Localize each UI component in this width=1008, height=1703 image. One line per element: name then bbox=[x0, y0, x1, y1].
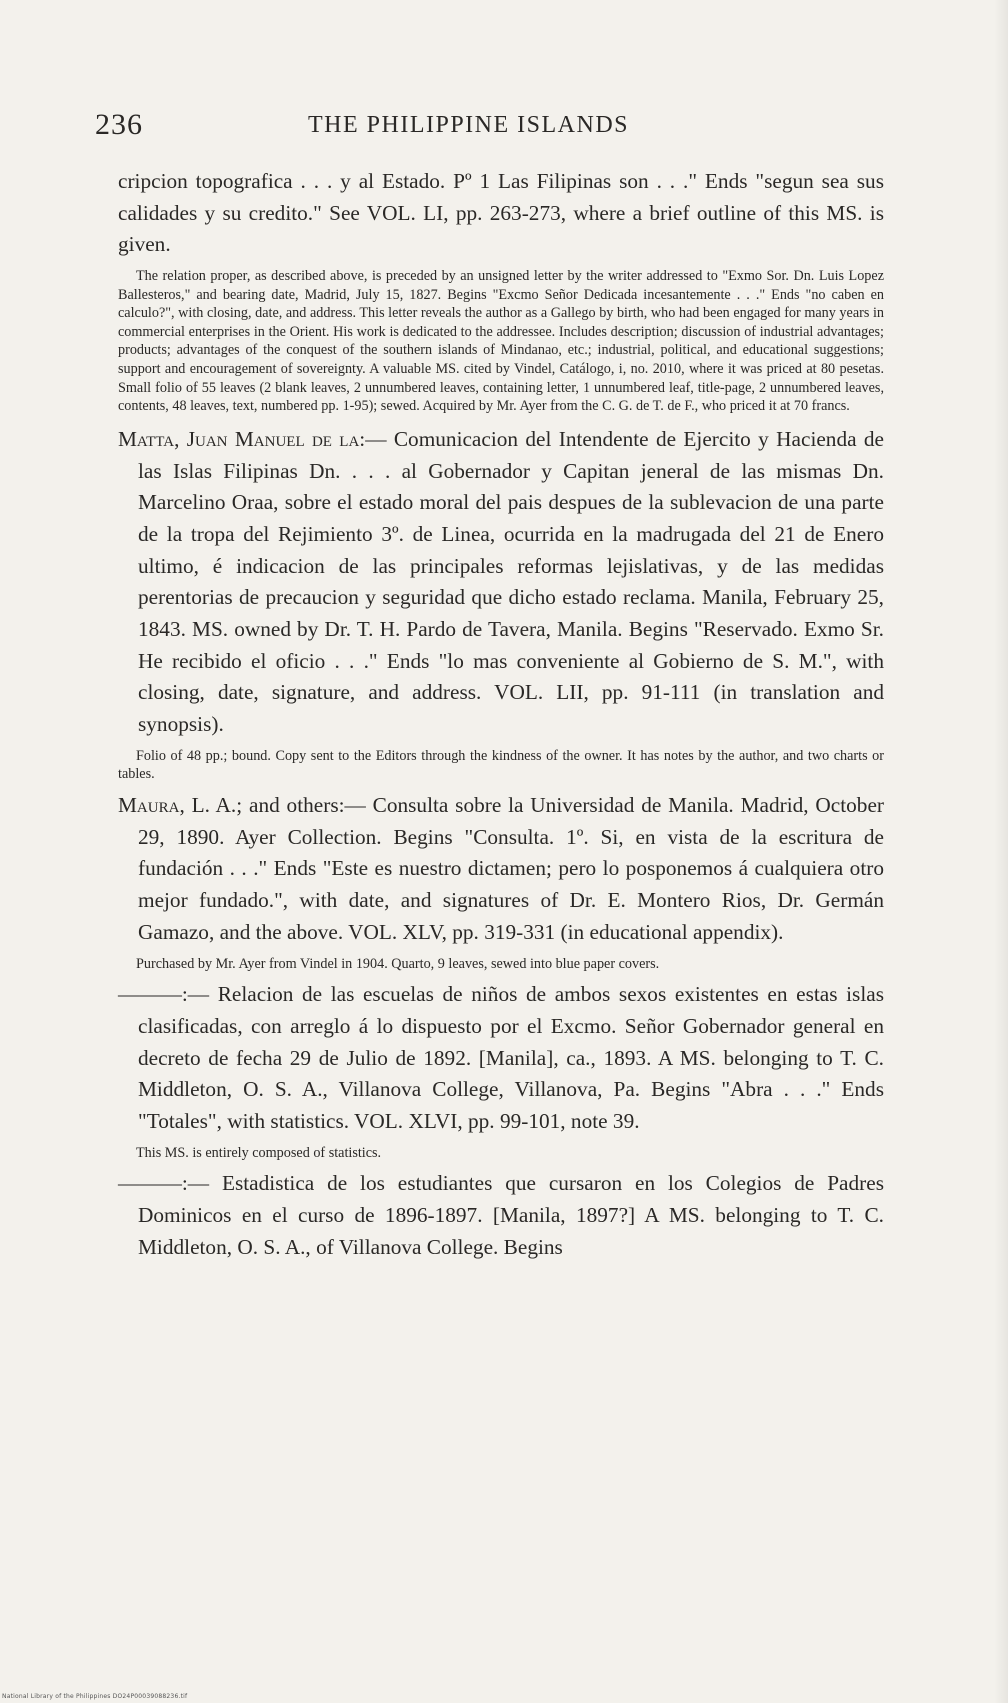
page-header bbox=[95, 108, 895, 152]
entry-continuation-note: The relation proper, as described above, is preceded by an unsigned letter by the writer addressed to "Exmo Sor. Dn. Luis Lopez Ballesteros," and bearing date, Madrid, July 15, 1827. Begins "Excmo Señor Dedicada incesantemente . . ." Ends "no caben en calculo?", with closing, date, and address. This letter reveals the author as a Gallego by birth, who had been engaged for many years in commercial enterprises in the Orient. His work is dedicated to the addressee. Includes description; discussion of industrial advantages; products; advantages of the conquest of the southern islands of Mindanao, etc.; industrial, political, and educational suggestions; support and encouragement of sovereignty. A valuable MS. cited by Vindel, Catálogo, i, no. 2010, where it was priced at 80 pesetas. Small folio of 55 leaves (2 blank leaves, 2 unnumbered leaves, containing letter, 1 unnumbered leaf, title-page, 2 unnumbered leaves, contents, 48 leaves, text, numbered pp. 1-95); sewed. Acquired by Mr. Ayer from the C. G. de T. de F., who priced it at 70 francs. bbox=[118, 268, 884, 415]
entry-maura-author: Maura, L. A. bbox=[118, 793, 237, 818]
entry-matta bbox=[118, 424, 884, 741]
page-edge-shadow bbox=[994, 0, 1008, 1703]
entry-matta-note: Folio of 48 pp.; bound. Copy sent to the Editors through the kindness of the owner. It has notes by the author, and two charts or tables. bbox=[118, 747, 884, 783]
running-title: THE PHILIPPINE ISLANDS bbox=[308, 112, 629, 138]
scan-credit: National Library of the Philippines DO24P00039088236.tif bbox=[2, 1693, 188, 1700]
page-text bbox=[118, 166, 884, 1263]
entry-maura-note: Purchased by Mr. Ayer from Vindel in 1904. Quarto, 9 leaves, sewed into blue paper covers. bbox=[136, 955, 660, 972]
entry-matta-body: :— Comunicacion del Intendente de Ejercito y Hacienda de las Islas Filipinas Dn. . . . al Gobernador y Capitan jeneral de las mismas Dn. Marcelino Oraa, sobre el estado moral del pais despues de la sublevacion de una parte de la tropa del Rejimiento 3º. de Linea, ocurrida en la madrugada del 21 de Enero ultimo, é indicacion de las principales reformas lejislativas, y de las medidas perentorias de precaucion y seguridad que dicho estado reclama. Manila, February 25, 1843. MS. owned by Dr. T. H. Pardo de Tavera, Manila. Begins "Reservado. Exmo Sr. He recibido el oficio . . ." Ends "lo mas conveniente al Gobierno de S. M.", with closing, date, signature, and address. VOL. LII, pp. 91-111 (in translation and synopsis). bbox=[138, 426, 884, 737]
entry-maura-body: ; and others:— Consulta sobre la Universidad de Manila. Madrid, October 29, 1890. Ayer Collection. Begins "Consulta. 1º. Si, en vista de la escritura de fundación . . ." Ends "Este es nuestro dictamen; pero lo posponemos á cualquiera otro mejor fundado.", with date, and signatures of Dr. E. Montero Rios, Dr. Germán Gamazo, and the above. VOL. XLV, pp. 319-331 (in educational appendix). bbox=[138, 793, 884, 944]
entry-estadistica: ———:— Estadistica de los estudiantes que cursaron en los Colegios de Padres Dominicos en el curso de 1896-1897. [Manila, 1897?] A MS. belonging to T. C. Middleton, O. S. A., of Villanova College. Begins bbox=[118, 1171, 884, 1259]
entry-relacion: ———:— Relacion de las escuelas de niños de ambos sexos existentes en estas islas clasificadas, con arreglo á lo dispuesto por el Excmo. Señor Gobernador general en decreto de fecha 29 de Julio de 1892. [Manila], ca., 1893. A MS. belonging to T. C. Middleton, O. S. A., Villanova College, Villanova, Pa. Begins "Abra . . ." Ends "Totales", with statistics. VOL. XLVI, pp. 99-101, note 39. bbox=[118, 982, 884, 1133]
entry-maura bbox=[118, 790, 884, 949]
entry-matta-author: Matta, Juan Manuel de la bbox=[118, 426, 360, 451]
entry-continuation: cripcion topografica . . . y al Estado. Pº 1 Las Filipinas son . . ." Ends "segun sea sus calidades y su credito." See VOL. LI, pp. 263-273, where a brief outline of this MS. is given. bbox=[118, 169, 884, 257]
page-number: 236 bbox=[95, 108, 143, 141]
entry-relacion-note: This MS. is entirely composed of statistics. bbox=[136, 1144, 382, 1161]
